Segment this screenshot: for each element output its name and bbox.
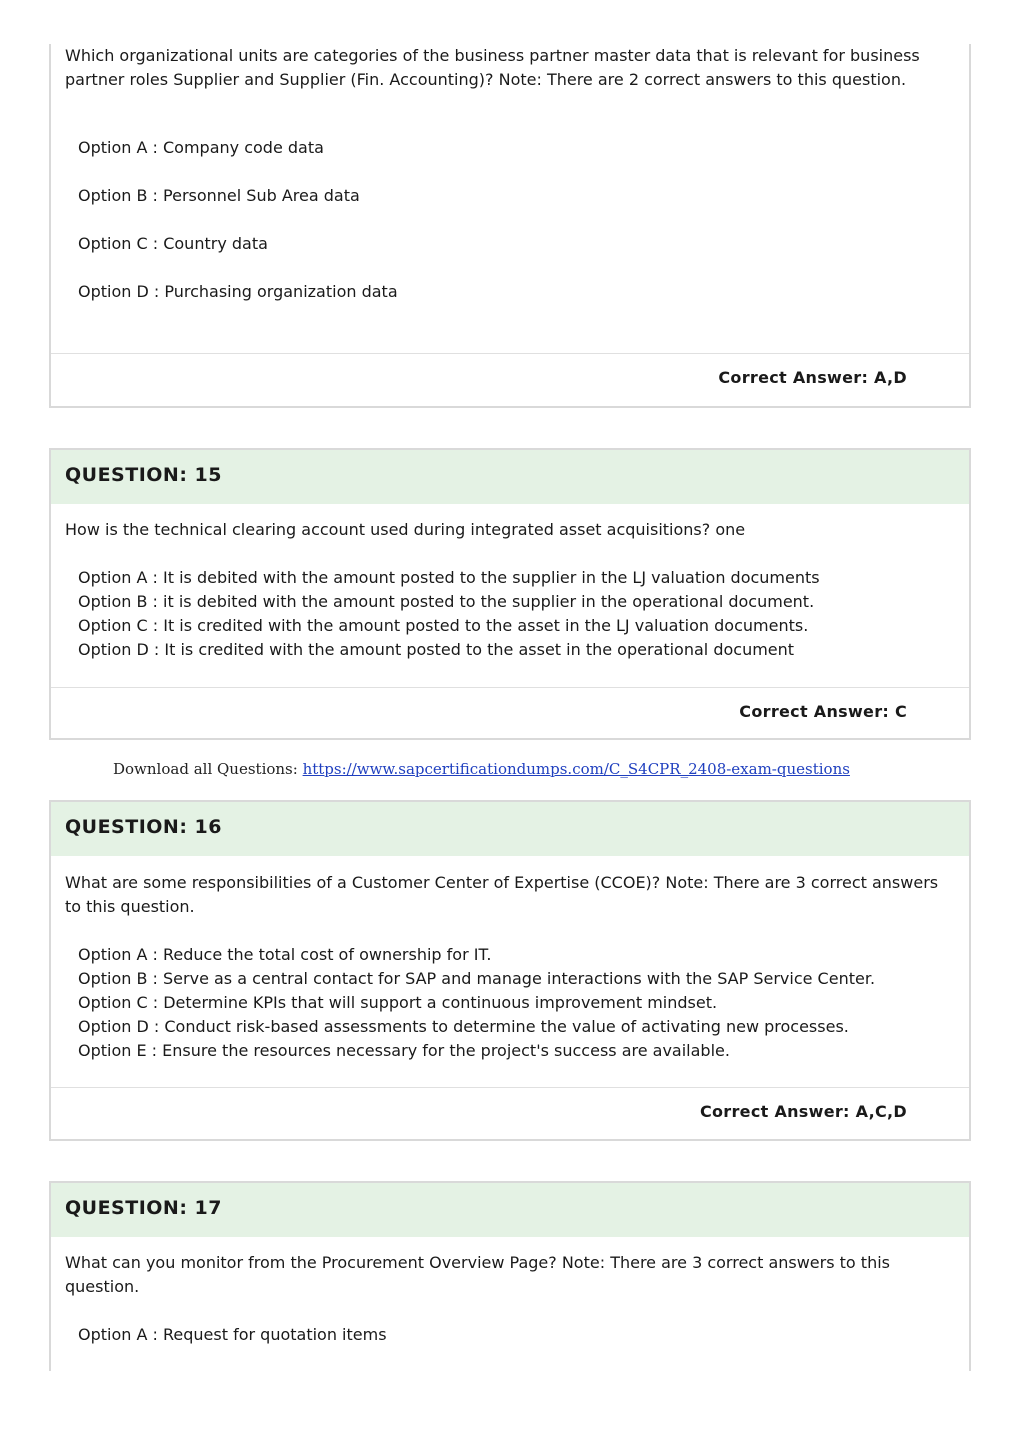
option-a: Option A : It is debited with the amount posted to the supplier in the LJ valuation documents [78,568,820,587]
option-b: Option B : it is debited with the amount posted to the supplier in the operational document. [78,592,815,611]
option-e: Option E : Ensure the resources necessary for the project's success are available. [78,1041,730,1060]
question-card-14 [49,44,971,408]
divider [51,687,969,688]
option-c: Option C : It is credited with the amount posted to the asset in the LJ valuation documents. [78,616,809,635]
download-label: Download all Questions: [113,760,303,778]
divider [51,353,969,354]
option-a: Option A : Reduce the total cost of ownership for IT. [78,945,492,964]
divider [51,1087,969,1088]
correct-answer: Correct Answer: A,C,D [699,1102,907,1121]
question-title: QUESTION: 16 [51,802,969,856]
question-title: QUESTION: 15 [51,450,969,504]
question-text: How is the technical clearing account used during integrated asset acquisitions? one [65,520,746,539]
option-b: Option B : Serve as a central contact for SAP and manage interactions with the SAP Service Center. [78,969,876,988]
download-line [113,760,850,778]
correct-answer: Correct Answer: A,D [718,368,907,387]
option-c: Option C : Determine KPIs that will support a continuous improvement mindset. [78,993,718,1012]
question-text: What are some responsibilities of a Customer Center of Expertise (CCOE)? Note: There are 3 correct answers to this question. [65,873,939,916]
download-link[interactable]: https://www.sapcertificationdumps.com/C_S4CPR_2408-exam-questions [302,760,850,778]
question-card-15 [49,448,971,740]
option-d: Option D : Purchasing organization data [78,282,398,301]
question-text: What can you monitor from the Procurement Overview Page? Note: There are 3 correct answers to this question. [65,1253,890,1296]
question-text: Which organizational units are categories of the business partner master data that is relevant for business partner roles Supplier and Supplier (Fin. Accounting)? Note: There are 2 correct answers to this question. [65,46,920,89]
option-c: Option C : Country data [78,234,268,253]
question-card-17 [49,1181,971,1371]
option-a: Option A : Request for quotation items [78,1325,387,1344]
option-d: Option D : Conduct risk-based assessments to determine the value of activating new processes. [78,1017,849,1036]
option-b: Option B : Personnel Sub Area data [78,186,360,205]
question-title: QUESTION: 17 [51,1183,969,1237]
option-d: Option D : It is credited with the amount posted to the asset in the operational document [78,640,795,659]
correct-answer: Correct Answer: C [739,702,907,721]
option-a: Option A : Company code data [78,138,324,157]
question-card-16 [49,800,971,1141]
